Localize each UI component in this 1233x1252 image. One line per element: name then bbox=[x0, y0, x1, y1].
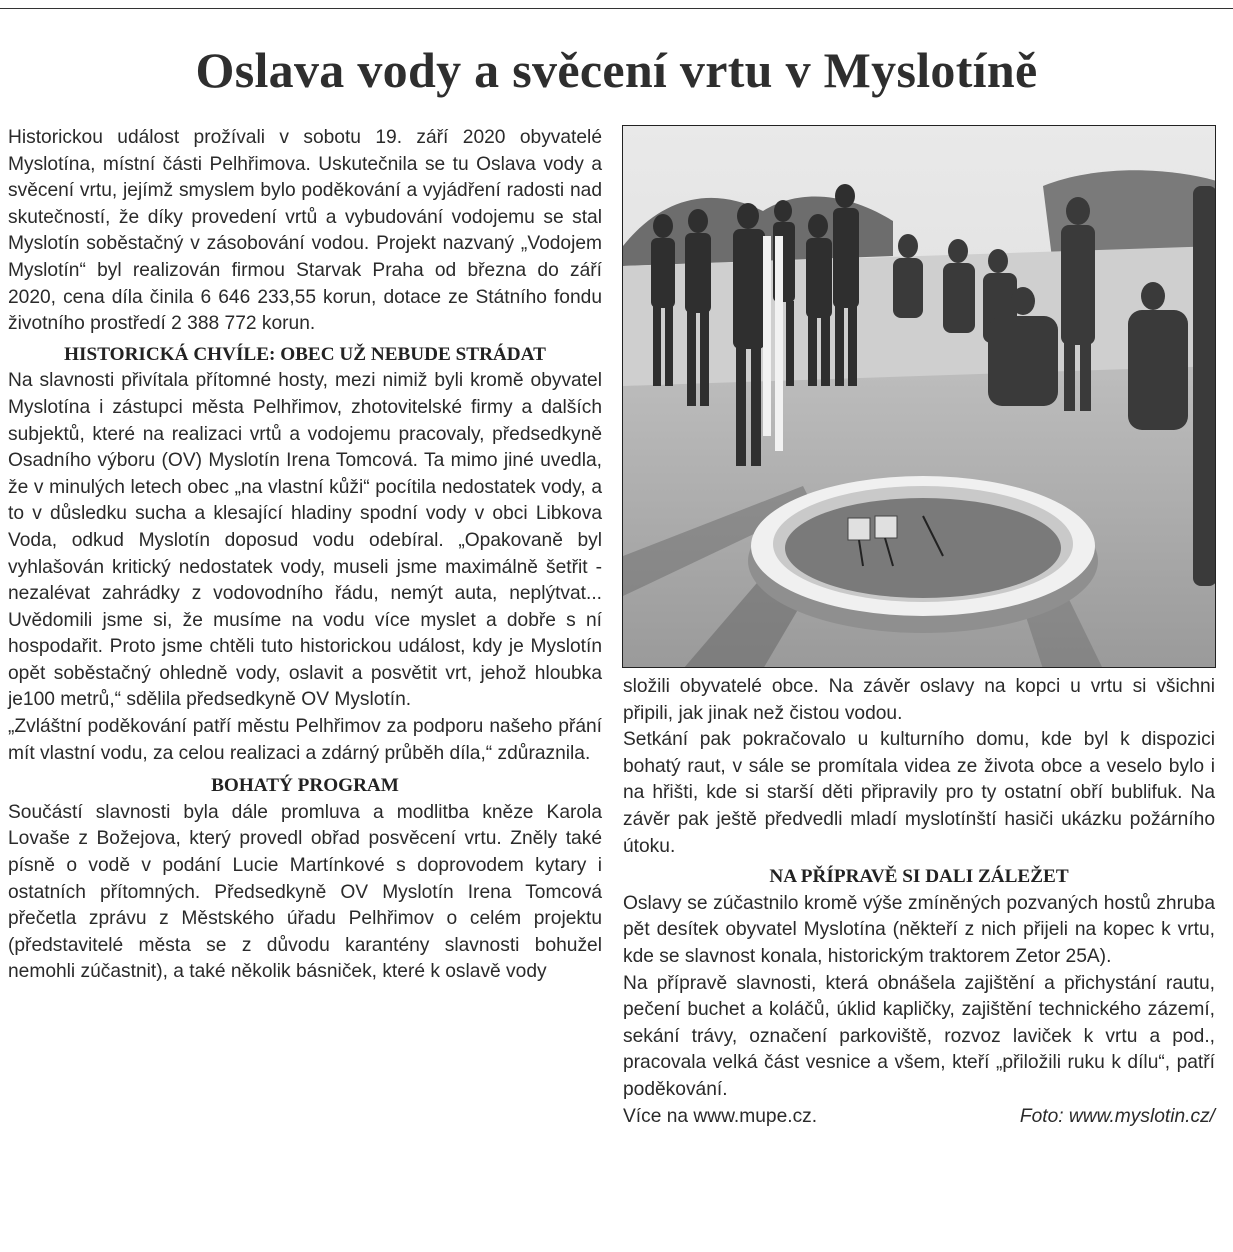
photo-credit: Foto: www.myslotin.cz/ bbox=[1019, 1105, 1215, 1127]
more-info-link[interactable]: Více na www.mupe.cz. bbox=[623, 1105, 818, 1127]
section-heading-bohaty-program: BOHATÝ PROGRAM bbox=[211, 775, 399, 797]
photo-illustration bbox=[623, 126, 1216, 668]
article-photo bbox=[622, 125, 1216, 668]
paragraph: složili obyvatelé obce. Na závěr oslavy na kopci u vrtu si všichni připili, jak jinak než čistou vodou. bbox=[623, 676, 1215, 724]
right-column bbox=[623, 674, 1215, 1130]
paragraph: Setkání pak pokračovalo u kulturního domu, kde byl k dispozici bohatý raut, v sále se promítala videa ze života obce a veselo bylo i na hřišti, kde si starší děti připravily pro ty ostatní obří bublifuk. Na závěr pak ještě předvedli mladí myslotínští hasiči ukázku požárního útoku. bbox=[623, 729, 1215, 857]
paragraph: „Zvláštní poděkování patří městu Pelhřimov za podporu našeho přání mít vlastní vodu, za celou realizaci a zdárný průběh díla,“ zdůraznila. bbox=[8, 716, 602, 764]
article-title: Oslava vody a svěcení vrtu v Myslotíně bbox=[195, 42, 1038, 98]
paragraph: Oslavy se zúčastnilo kromě výše zmíněných pozvaných hostů zhruba pět desítek obyvatel Myslotína (někteří z nich přijeli na kopec k vrtu, kde se slavnost konala, historickým traktorem Zetor 25A). bbox=[623, 892, 1215, 967]
paragraph: Součástí slavnosti byla dále promluva a modlitba kněze Karola Lovaše z Božejova, který provedl obřad posvěcení vrtu. Zněly také písně o vodě v podání Lucie Martínkové s doprovodem kytary i ostatních přítomných. Předsedkyně OV Myslotín Irena Tomcová přečetla zprávu z Městského úřadu Pelhřimov o celém projektu (představitelé města se z důvodu karantény slavnosti bohužel nemohli zúčastnit), a také několik básniček, které k oslavě vody bbox=[8, 801, 602, 983]
paragraph: Na přípravě slavnosti, která obnášela zajištění a přichystání rautu, pečení buchet a koláčů, úklid kapličky, zajištění technického zázemí, sekání trávy, označení parkoviště, rozvoz laviček k vrtu a pod., pracovala velká část vesnice a všem, kteří „přiložili ruku k dílu“, patří poděkování. bbox=[623, 972, 1215, 1100]
intro-paragraph: Historickou událost prožívali v sobotu 19. září 2020 obyvatelé Myslotína, místní části Pelhřimova. Uskutečnila se tu Oslava vody a svěcení vrtu, jejímž smyslem bylo poděkování a vyjádření radosti nad skutečností, že díky provedení vrtů a vybudování vodojemu se stal Myslotín soběstačný v zásobování vodou. Projekt nazvaný „Vodojem Myslotín“ byl realizován firmou Starvak Praha od března do září 2020, cena díla činila 6 646 233,55 korun, dotace ze Státního fondu životního prostředí 2 388 772 korun. bbox=[8, 127, 602, 335]
left-column bbox=[8, 125, 602, 986]
section-heading-historicka-chvile: HISTORICKÁ CHVÍLE: OBEC UŽ NEBUDE STRÁDAT bbox=[64, 343, 546, 365]
top-rule bbox=[0, 8, 1233, 9]
footer-row bbox=[623, 1104, 1215, 1131]
section-heading-na-priprave: NA PŘÍPRAVĚ SI DALI ZÁLEŽET bbox=[769, 866, 1069, 888]
paragraph: Na slavnosti přivítala přítomné hosty, mezi nimiž byli kromě obyvatel Myslotína i zástupci města Pelhřimov, zhotovitelské firmy a dalších subjektů, které na realizaci vrtů a vodojemu pracovaly, předsedkyně Osadního výboru (OV) Myslotín Irena Tomcová. Ta mimo jiné uvedla, že v minulých letech obec „na vlastní kůži“ pocítila nedostatek vody, a to v důsledku sucha a klesající hladiny spodní vody v obci Libkova Voda, odkud Myslotín doposud vodu odebíral. „Opakovaně byl vyhlašován kritický nedostatek vody, museli jsme maximálně šetřit - nezalévat zahrádky z vodovodního řádu, nemýt auta, neplýtvat... Uvědomili jsme si, že musíme na vodu více myslet a dobře s ní hospodařit. Proto jsme chtěli tuto historickou událost, kdy je Myslotín opět soběstačný ohledně vody, oslavit a posvětit vrt, jehož hloubka je100 metrů,“ sdělila předsedkyně OV Myslotín. bbox=[8, 370, 602, 711]
